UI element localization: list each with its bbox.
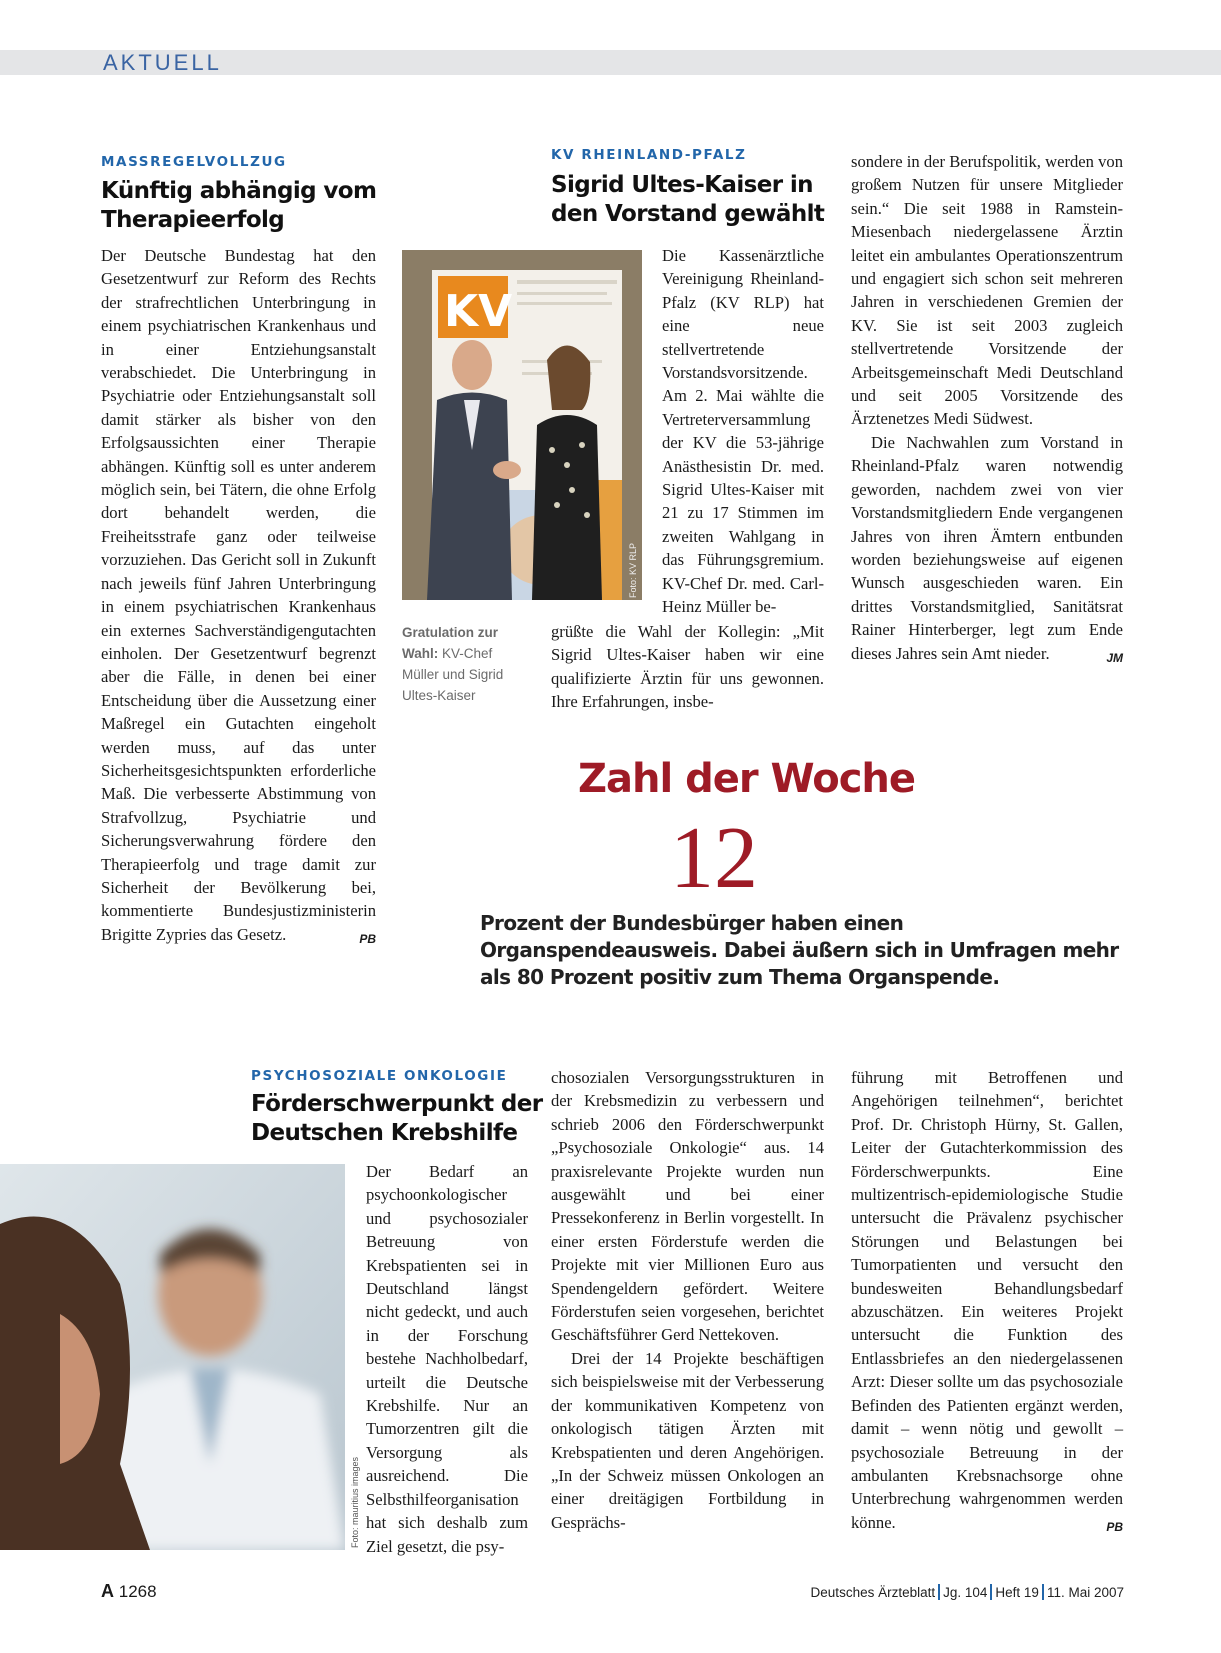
journal-date: 11. Mai 2007 (1046, 1585, 1124, 1600)
article2-wide-text: grüßte die Wahl der Kollegin: „Mit Sigrid Ultes-Kaiser haben wir eine qualifizierte Ärztin für uns gewonnen. Ihre Erfahrungen, insbe- (551, 622, 824, 712)
article1-headline (101, 177, 401, 235)
article3-col2-p1: chosozialen Versorgungsstrukturen in der Krebsmedizin zu verbessern und schrieb 2006 den Förderschwerpunkt „Psychosoziale Onkologie“ aus. 14 praxisrelevante Projekte wurden nun ausgewählt und bei einer Pressekonferenz in Berlin vorgestellt. In einer ersten Förderstufe werden die Projekte mit vier Millionen Euro aus Spendengeldern gefördert. Weitere Förderstufen seien vorgesehen, berichtet Geschäftsführer Gerd Nettekoven. (551, 1068, 824, 1345)
article2-narrow-text: Die Kassenärztliche Vereinigung Rheinland-Pfalz (KV RLP) hat eine neue stellvertretende Vorstandsvorsitzende. Am 2. Mai wählte die Vertreterversammlung der KV die 53-jährige Anästhesistin Dr. med. Sigrid Ultes-Kaiser mit 21 zu 17 Stimmen im zweiten Wahlgang in das Führungsgremium. KV-Chef Dr. med. Carl-Heinz Müller be- (662, 246, 824, 617)
article1-headline-line2: Therapieerfolg (101, 207, 285, 233)
article2-body-col3 (851, 150, 1123, 670)
kv-photo (402, 250, 642, 600)
article3-kicker: PSYCHOSOZIALE ONKOLOGIE (251, 1068, 508, 1084)
article2-col3-p2: Die Nachwahlen zum Vorstand in Rheinland-Pfalz waren notwendig geworden, nachdem zwei von vier Vorstandsmitgliedern Ende vergangenen Jahres von ihren Ämtern entbunden worden beziehungsweise auf eigenen Wunsch ausgeschieden waren. Ein drittes Vorstandsmitglied, Sanitätsrat Rainer Hinterberger, legt zum Ende dieses Jahres sein Amt nieder. (851, 432, 1123, 663)
kv-photo-illustration (402, 250, 642, 600)
article3-body-col3 (851, 1066, 1123, 1539)
article2-headline-line1: Sigrid Ultes-Kaiser in (551, 172, 813, 198)
zahl-text: Prozent der Bundesbürger haben einen Organspendeausweis. Dabei äußern sich in Umfragen mehr als 80 Prozent positiv zum Thema Organspende. (480, 911, 1119, 989)
article3-col1-text: Der Bedarf an psychoonkologischer und psychosozialer Betreuung von Krebspatienten sei in Deutschland längst nicht gedeckt, und auch in der Forschung bestehe Nachholbedarf, urteilt die Deutsche Krebshilfe. Nur an Tumorzentren gilt die Versorgung als ausreichend. Die Selbsthilfeorganisation hat sich deshalb zum Ziel gesetzt, die psy- (366, 1162, 528, 1556)
consultation-photo (0, 1164, 345, 1550)
consultation-photo-credit: Foto: mauritius images (350, 1456, 360, 1548)
article1-headline-line1: Künftig abhängig vom (101, 178, 377, 204)
article3-signature: PB (1106, 1519, 1123, 1534)
article2-kicker: KV RHEINLAND-PFALZ (551, 147, 747, 163)
article1-body (101, 244, 376, 951)
article3-col3-text: führung mit Betroffenen und Angehörigen teilnehmen“, berichtet Prof. Dr. Christoph Hürny, St. Gallen, Leiter der Gutachterkommission des Förderschwerpunkts. Eine multizentrisch-epidemiologische Studie untersucht die Prävalenz psychischer Störungen und Belastungen bei Tumorpatienten und versucht den bundesweiten Behandlungsbedarf abzuschätzen. Ein weiteres Projekt untersucht die Funktion des Entlassbriefes an den niedergelassenen Arzt: Dieser sollte um das psychosoziale Befinden des Patienten ergänzt werden, damit – wenn nötig und gewollt – psychosoziale Betreuung in der ambulanten Krebsnachsorge ohne Unterbrechung wahrgenommen werden könne. (851, 1068, 1123, 1532)
article3-headline (251, 1090, 551, 1148)
article1-text: Der Deutsche Bundestag hat den Gesetzentwurf zur Reform des Rechts der strafrechtlichen Unterbringung in einem psychiatrischen Krankenhaus und in einer Entziehungsanstalt verabschiedet. Die Unterbringung in Psychiatrie oder Entziehungsanstalt soll damit stärker als bisher von den Erfolgsaussichten einer Therapie abhängen. Künftig soll es unter anderem möglich sein, bei Tätern, die ohne Erfolg dort behandelt werden, die Freiheitsstrafe ganz oder teilweise vorzuziehen. Das Gericht soll in Zukunft nach jeweils fünf Jahren Unterbringung in einem psychiatrischen Krankenhaus ein externes Sachverständigengutachten einholen. Der Gesetzentwurf begrenzt aber die Fälle, in denen bei einer Entscheidung über die Aussetzung einer Maßregel ein Gutachten eingeholt werden muss, auf das unter Sicherheitsgesichtspunkten erforderliche Maß. Die verbesserte Abstimmung von Strafvollzug, Psychiatrie und Sicherungsverwahrung fördere den Therapieerfolg und trage damit zur Sicherheit der Bevölkerung bei, kommentierte Bundesjustizministerin Brigitte Zypries das Gesetz. (101, 246, 376, 944)
page-prefix: A (101, 1581, 114, 1601)
article3-col2-p2: Drei der 14 Projekte beschäftigen sich beispielsweise mit der Verbesserung der kommunikativen Kompetenz von onkologisch tätigen Ärzten mit Krebspatienten und deren Angehörigen. „In der Schweiz müssen Onkologen an einer dreitägigen Fortbildung in Gesprächs- (551, 1348, 824, 1532)
article3-body-col1 (366, 1160, 528, 1558)
article2-signature: JM (1106, 650, 1123, 665)
page-number-value: 1268 (118, 1582, 157, 1601)
zahl-number: 12 (670, 810, 758, 907)
article2-col3-p1: sondere in der Berufspolitik, werden von großem Nutzen für unsere Mitglieder sein.“ Die seit 1988 in Ramstein-Miesenbach niedergelassene Ärztin leitet ein ambulantes Operationszentrum und engagiert sich schon seit mehreren Jahren in verschiedenen Gremien der KV. Sie ist seit 2003 zugleich stellvertretende Vorsitzende der Arbeitsgemeinschaft Medi Deutschland und seit 2005 Vorsitzende des Ärztenetzes Medi Südwest. (851, 152, 1123, 429)
journal-volume: Jg. 104 (943, 1585, 988, 1600)
zahl-title: Zahl der Woche (578, 756, 916, 802)
consultation-photo-illustration (0, 1164, 345, 1550)
article2-headline-line2: den Vorstand gewählt (551, 201, 825, 227)
article2-body-narrow (662, 244, 824, 619)
article3-body-col2 (551, 1066, 824, 1534)
caption-bold: Gratulation zur Wahl: (402, 625, 499, 661)
journal-name: Deutsches Ärzteblatt (810, 1585, 936, 1600)
article2-body-wide (551, 620, 824, 714)
article2-headline (551, 171, 831, 229)
kv-sign-text: KV (444, 286, 513, 337)
section-label: AKTUELL (103, 50, 222, 75)
article1-signature: PB (359, 931, 376, 946)
article3-headline-line1: Förderschwerpunkt der (251, 1091, 543, 1117)
page-number (101, 1581, 157, 1602)
journal-issue: Heft 19 (995, 1585, 1039, 1600)
article3-headline-line2: Deutschen Krebshilfe (251, 1120, 518, 1146)
journal-info (811, 1584, 1124, 1600)
article1-kicker: MASSREGELVOLLZUG (101, 154, 287, 170)
caption-text: KV-Chef Müller und Sigrid Ultes-Kaiser (402, 646, 504, 703)
kv-photo-credit: Foto: KV RLP (628, 542, 638, 598)
kv-photo-caption (402, 622, 520, 706)
